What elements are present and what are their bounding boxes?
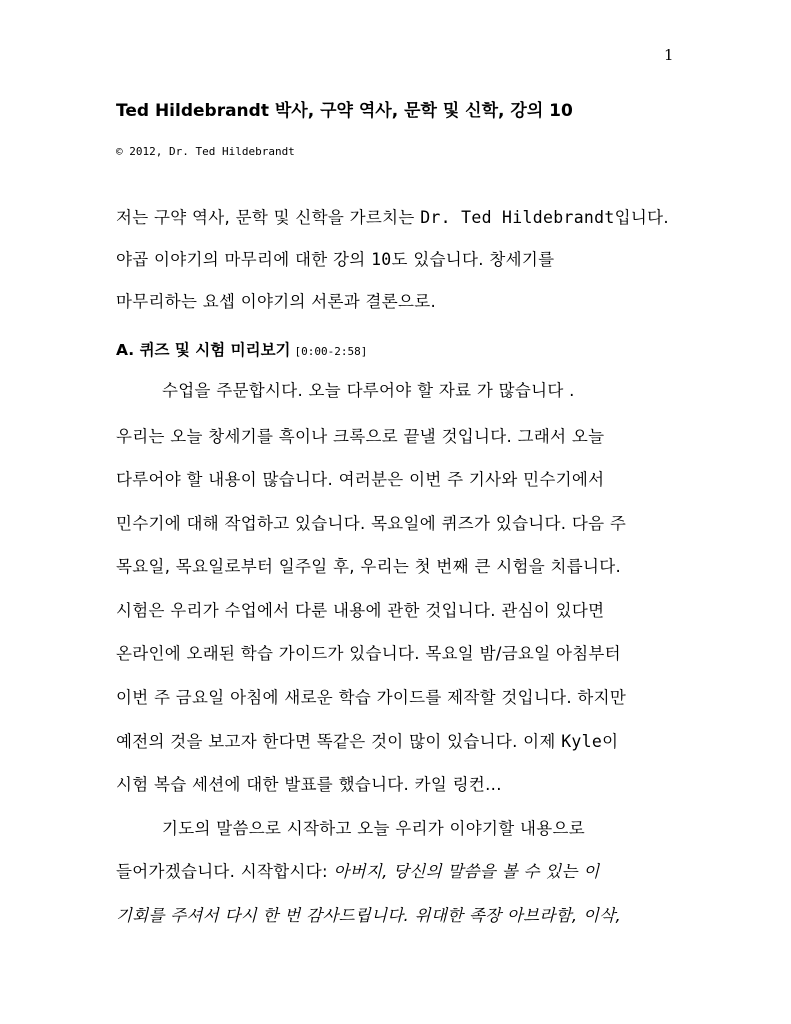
intro-line-2-post: 도 있습니다. 창세기를	[391, 250, 555, 269]
section-heading-timestamp: [0:00-2:58]	[294, 345, 368, 358]
document-title: Ted Hildebrandt 박사, 구약 역사, 문학 및 신학, 강의 10	[116, 101, 573, 121]
prayer-line-1-plain: 들어가겠습니다. 시작합시다:	[116, 862, 334, 881]
kyle-line-post: 이	[602, 732, 619, 751]
prayer-line-1-italic: 아버지, 당신의 말씀을 볼 수 있는 이	[333, 862, 600, 881]
intro-line-2	[116, 246, 554, 270]
section-heading	[116, 338, 367, 360]
body-line-9	[116, 728, 618, 752]
body-line-10: 시험 복습 세션에 대한 발표를 했습니다. 카일 링컨...	[116, 775, 502, 794]
prayer-line-2: 기회를 주셔서 다시 한 번 감사드립니다. 위대한 족장 아브라함, 이삭,	[116, 906, 621, 925]
section-heading-label: A. 퀴즈 및 시험 미리보기	[116, 341, 291, 359]
intro-line-3	[116, 288, 436, 312]
page-number: 1	[664, 46, 674, 64]
prayer-line-1	[116, 858, 600, 882]
body-line-6: 시험은 우리가 수업에서 다룬 내용에 관한 것입니다. 관심이 있다면	[116, 601, 605, 620]
body-line-2: 우리는 오늘 창세기를 흑이나 크록으로 끝낼 것입니다. 그래서 오늘	[116, 427, 605, 446]
body-line-7: 온라인에 오래된 학습 가이드가 있습니다. 목요일 밤/금요일 아침부터	[116, 644, 621, 663]
body-line-8: 이번 주 금요일 아침에 새로운 학습 가이드를 제작할 것입니다. 하지만	[116, 688, 627, 707]
copyright-line: © 2012, Dr. Ted Hildebrandt	[116, 145, 295, 158]
intro-line-2-mono: 10	[371, 250, 392, 269]
kyle-line-mono: Kyle	[561, 732, 603, 751]
intro-line-1-pre: 저는 구약 역사, 문학 및 신학을 가르치는	[116, 208, 421, 227]
intro-line-2-pre: 야곱 이야기의 마무리에 대한 강의	[116, 250, 372, 269]
intro-line-1-post: 입니다.	[614, 208, 669, 227]
intro-line-3-pre: 마무리하는 요셉 이야기의 서론과 결론으로.	[116, 292, 437, 311]
intro-line-1-mono: Dr. Ted Hildebrandt	[420, 208, 615, 227]
body-line-3: 다루어야 할 내용이 많습니다. 여러분은 이번 주 기사와 민수기에서	[116, 470, 605, 489]
body-line-1: 수업을 주문합시다. 오늘 다루어야 할 자료 가 많습니다 .	[162, 381, 575, 400]
kyle-line-pre: 예전의 것을 보고자 한다면 똑같은 것이 많이 있습니다. 이제	[116, 732, 562, 751]
body-line-5: 목요일, 목요일로부터 일주일 후, 우리는 첫 번째 큰 시험을 치릅니다.	[116, 557, 621, 576]
prayer-intro-line: 기도의 말씀으로 시작하고 오늘 우리가 이야기할 내용으로	[162, 819, 586, 838]
intro-line-1	[116, 204, 669, 228]
body-line-4: 민수기에 대해 작업하고 있습니다. 목요일에 퀴즈가 있습니다. 다음 주	[116, 514, 627, 533]
